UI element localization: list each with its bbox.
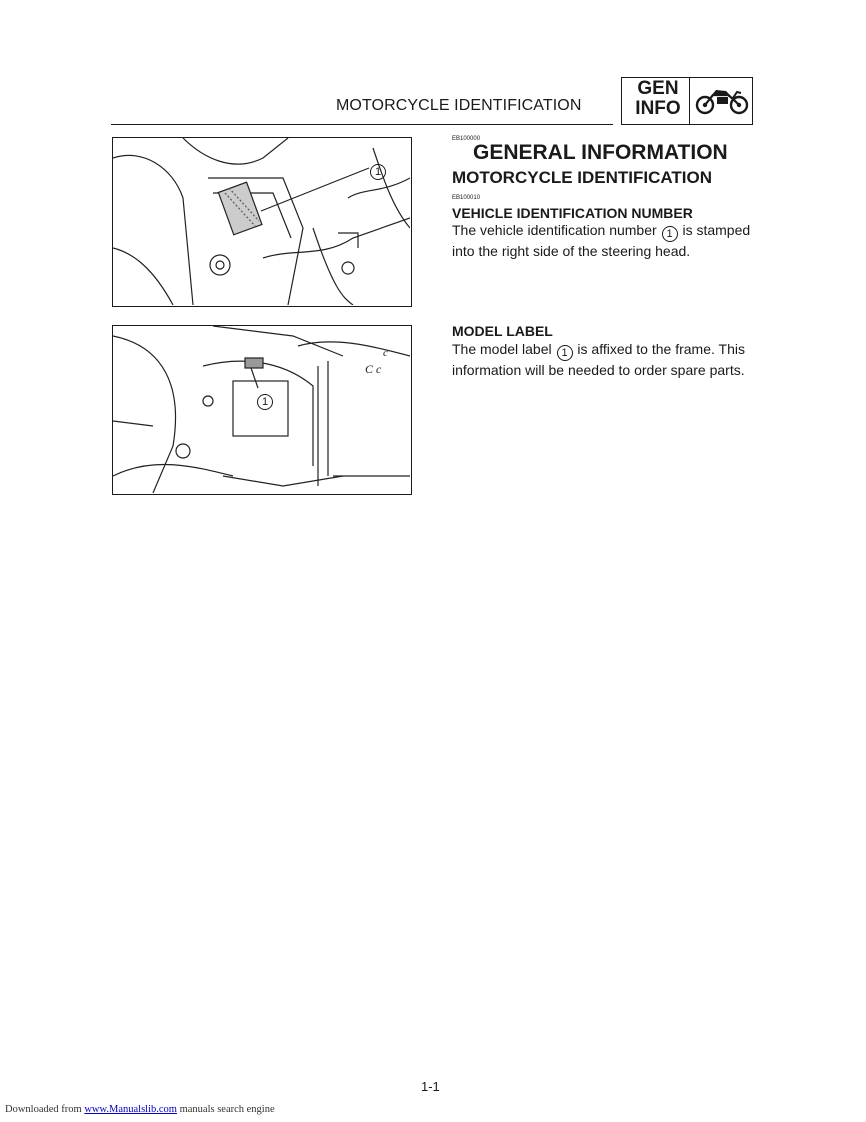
badge-line-2: INFO — [635, 98, 681, 119]
download-footer — [5, 1104, 275, 1115]
manualslib-link[interactable]: www.Manualslib.com — [84, 1104, 177, 1115]
model-label-text-end: is affixed to the frame. This information will be needed to order spare parts. — [452, 341, 745, 378]
reference-code: EB100010 — [452, 195, 481, 201]
badge-line-1: GEN — [637, 78, 679, 99]
callout-1: 1 — [257, 394, 273, 410]
footer-suffix: manuals search engine — [179, 1104, 275, 1115]
vin-paragraph — [452, 221, 762, 260]
callout-badge — [256, 390, 274, 410]
svg-text:c: c — [383, 347, 388, 359]
callout-1: 1 — [557, 345, 573, 361]
model-label-heading: MODEL LABEL — [452, 323, 553, 339]
section-title: MOTORCYCLE IDENTIFICATION — [336, 97, 582, 114]
page-number: 1-1 — [421, 1079, 440, 1094]
callout-1: 1 — [662, 226, 678, 242]
header-rule — [111, 124, 613, 125]
model-label-paragraph — [452, 340, 762, 379]
model-label-text-start: The model label — [452, 341, 552, 357]
badge-divider — [689, 77, 690, 125]
motorcycle-icon — [695, 86, 749, 121]
page-title: GENERAL INFORMATION — [473, 141, 728, 164]
footer-prefix: Downloaded from — [5, 1104, 82, 1115]
vin-heading: VEHICLE IDENTIFICATION NUMBER — [452, 205, 693, 221]
callout-1: 1 — [370, 164, 386, 180]
page-subtitle: MOTORCYCLE IDENTIFICATION — [452, 168, 713, 187]
badge-label — [627, 79, 689, 119]
vin-text-end: is stamped into the right side of the steering head. — [452, 222, 751, 259]
figure-steering-head — [112, 137, 412, 307]
callout-badge — [369, 160, 387, 180]
vin-text-start: The vehicle identification number — [452, 222, 657, 238]
reference-code: EB100000 — [452, 136, 481, 142]
svg-text:C c: C c — [365, 362, 382, 376]
figure-model-label — [112, 325, 412, 495]
